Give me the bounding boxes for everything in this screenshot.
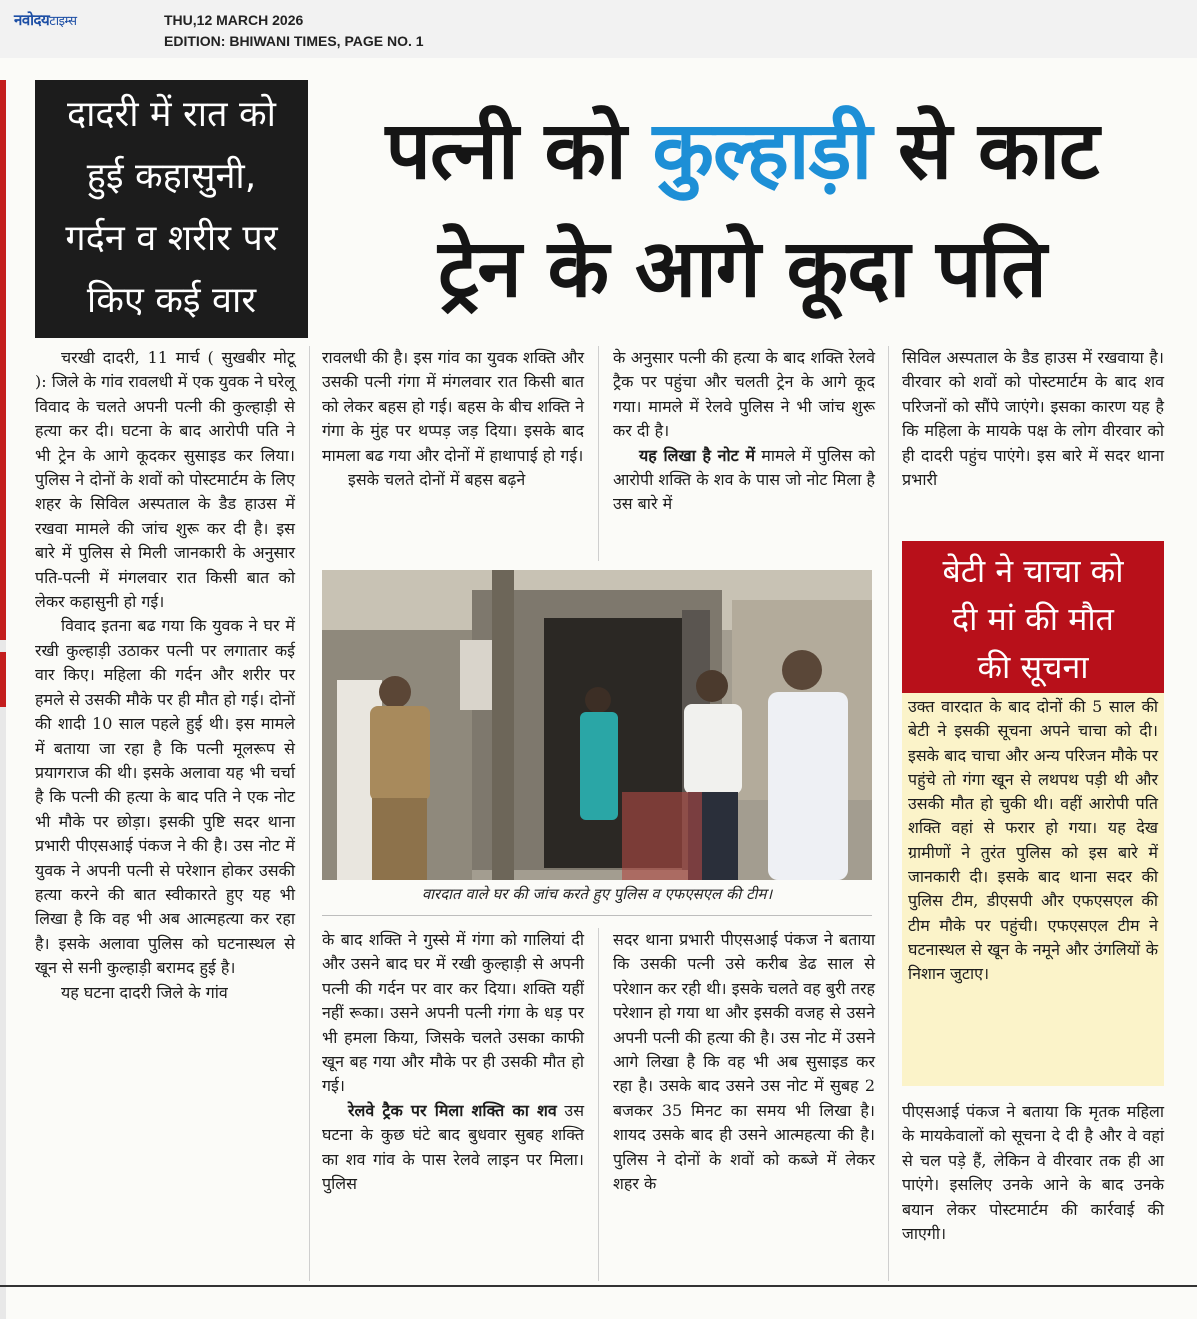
article-column-3-bottom [613, 928, 875, 1196]
news-photo[interactable] [322, 570, 872, 880]
col2b-subheading: रेलवे ट्रैक पर मिला शक्ति का शव [348, 1100, 557, 1120]
article-column-2-bottom [322, 928, 584, 1196]
logo-sub-text: टाइम्स [49, 14, 77, 29]
col3b-paragraph-1: सदर थाना प्रभारी पीएसआई पंकज ने बताया कि उसकी पत्नी उसे करीब डेढ साल से परेशान कर रही थी। इसके चलते वह बुरी तरह परेशान हो गया था और इसकी वजह से उसने अपनी पत्नी की हत्या की है। उस नोट में उसने आगे लिखा है कि वह भी अब सुसाइड कर रहा है। उसके बाद उसने उस नोट में सुबह 2 बजकर 35 मिनट का समय भी लिखा है। शायद उसके बाद ही उसने आत्महत्या की है। पुलिस ने दोनों के शवों को कब्जे में लेकर शहर के [613, 930, 875, 1194]
col4b-paragraph-1: पीएसआई पंकज ने बताया कि मृतक महिला के मायकेवालों को सूचना दे दी है और वे वहां से चल पड़े हैं, लेकिन वे वीरवार तक ही आ पाएंगे। इसलिए उनके आने के बाद उनके बयान लेकर पोस्टमार्टम की कार्रवाई की जाएगी। [902, 1102, 1164, 1244]
column-rule-2a [598, 346, 599, 561]
newspaper-logo[interactable] [14, 10, 77, 30]
article-column-2-top [322, 346, 584, 492]
column-rule-1 [309, 346, 310, 1281]
headline-line-2: ट्रेन के आगे कूदा पति [438, 222, 1046, 315]
col3-paragraph-2 [613, 444, 875, 517]
redbox-line-2: दी मां की मौत [952, 600, 1114, 638]
caption-rule [322, 915, 872, 916]
headline-accent: कुल्हाड़ी [652, 104, 872, 197]
redbox-line-3: की सूचना [977, 648, 1089, 686]
headline-line-1 [318, 92, 1166, 210]
col2b-paragraph-2 [322, 1099, 584, 1197]
adjacent-article-fragment [1170, 70, 1197, 1310]
col2b-paragraph-2-text: उस घटना के कुछ घंटे बाद बुधवार सुबह शक्ति का शव गांव के पास रेलवे लाइन पर मिला। पुलिस [322, 1100, 585, 1194]
col2b-paragraph-1: के बाद शक्ति ने गुस्से में गंगा को गालियां दी और उसने बाद घर में रखी कुल्हाड़ी से अपनी पत्नी की गर्दन पर वार कर दिया। शक्ति यहीं नहीं रूका। उसने अपनी पत्नी गंगा के धड़ पर भी हमला किया, जिसके चलते उसका काफी खून बह गया और मौके पर ही उसकी मौत हो गई। [322, 930, 584, 1096]
col1-paragraph-3: यह घटना दादरी जिले के गांव [61, 982, 228, 1002]
edition-meta [164, 10, 424, 52]
col3-subheading: यह लिखा है नोट में [639, 445, 756, 465]
sidebar-headline-box [35, 80, 308, 338]
photo-caption: वारदात वाले घर की जांच करते हुए पुलिस व एफएसएल की टीम। [421, 885, 773, 903]
sidebox-line-3: गर्दन व शरीर पर [65, 218, 278, 259]
article-column-3-top [613, 346, 875, 517]
issue-date: THU,12 MARCH 2026 [164, 12, 304, 28]
sidebox-line-4: किए कई वार [86, 280, 257, 321]
logo-main-text: नवोदय [14, 11, 50, 29]
col3-paragraph-2-text: मामले में पुलिस को आरोपी शक्ति के शव के पास जो नोट मिला है उस बारे में [613, 445, 875, 514]
yellowbox-paragraph: उक्त वारदात के बाद दोनों की 5 साल की बेटी ने इसकी सूचना अपने चाचा को दी। इसके बाद चाचा और अन्य परिजन मौके पर पहुंचे तो गंगा खून से लथपथ पड़ी थी और उसकी मौत हो चुकी थी। वहीं आरोपी पति शक्ति वहां से फरार हो गया। यह देख ग्रामीणों ने तुरंत पुलिस को इस बारे में जानकारी दी। इसके बाद थाना सदर की पुलिस टीम, डीएसपी और एफएसएल की टीम मौके पर पहुंची। एफएसएल टीम ने घटनास्थल से खून के नमूने और उंगलियों के निशान जुटाए। [908, 697, 1158, 984]
edition-info: EDITION: BHIWANI TIMES, PAGE NO. 1 [164, 33, 424, 49]
bottom-divider [0, 1285, 1197, 1287]
col2-paragraph-1: रावलधी की है। इस गांव का युवक शक्ति और उसकी पत्नी गंगा में मंगलवार रात किसी बात को लेकर बहस हो गई। बहस के बीच शक्ति ने गंगा के मुंह पर थप्पड़ जड़ दिया। इसके बाद मामला बढ गया और दोनों में हाथापाई हो गई। [322, 348, 584, 465]
main-headline [318, 92, 1166, 328]
col4-paragraph-1: सिविल अस्पताल के डैड हाउस में रखवाया है। वीरवार को शवों को पोस्टमार्टम के बाद शव परिजनों को सौंपे जाएंगे। इसका कारण यह है कि महिला के मायके पक्ष के लोग वीरवार को ही दादरी पहुंच पाएंगे। इस बारे में सदर थाना प्रभारी [902, 348, 1164, 490]
sidebox-line-1: दादरी में रात को [66, 94, 276, 135]
police-inspection-illustration [322, 570, 872, 880]
subheadline-red-box [902, 541, 1164, 693]
headline-part-1: पत्नी को [385, 104, 653, 197]
left-edge-red-strip-2 [0, 652, 6, 707]
article-column-4-bottom [902, 1100, 1164, 1246]
redbox-line-1: बेटी ने चाचा को [942, 552, 1124, 590]
column-rule-2b [598, 928, 599, 1281]
sidebox-line-2: हुई कहासुनी, [86, 156, 257, 197]
col2-paragraph-2: इसके चलते दोनों में बहस बढ़ने [348, 470, 526, 490]
col1-paragraph-2: विवाद इतना बढ गया कि युवक ने घर में रखी कुल्हाड़ी उठाकर पत्नी पर लगातार कई वार किए। महिला की गर्दन और शरीर पर हमले से उसकी मौके पर ही मौत हो गई। दोनों की शादी 10 साल पहले हुई थी। इस मामले में बताया जा रहा है कि पत्नी मूलरूप से प्रयागराज की थी। इसके अलावा यह भी चर्चा है कि पत्नी की हत्या के बाद पति ने एक नोट भी मौके पर छोड़ा। इसकी पुष्टि सदर थाना प्रभारी पीएसआई पंकज ने की है। उस नोट में युवक ने अपनी पत्नी से परेशान होकर उसकी हत्या करने की बात स्वीकारते हुए यह भी लिखा है कि वह भी अब आत्महत्या कर रहा है। इसके अलावा पुलिस को घटनास्थल से खून से सनी कुल्हाड़ी बरामद हुई है। [35, 616, 295, 978]
article-column-4-top [902, 346, 1164, 492]
col1-paragraph-1: चरखी दादरी, 11 मार्च ( सुखबीर मोटू ): जिले के गांव रावलधी में एक युवक ने घरेलू विवाद के चलते अपनी पत्नी की कुल्हाड़ी से हत्या कर दी। घटना के बाद आरोपी पति ने भी ट्रेन के आगे कूदकर सुसाइड कर लिया। पुलिस ने दोनों के शवों को पोस्टमार्टम के लिए शहर के सिविल अस्पताल के डैड हाउस में रखवा मामले की जांच शुरू कर दी है। इस बारे में पुलिस से मिली जानकारी के अनुसार पति-पत्नी में मंगलवार रात किसी बात को लेकर कहासुनी हो गई। [35, 348, 295, 612]
top-bar [0, 0, 1197, 59]
left-edge-red-strip [0, 80, 6, 640]
headline-part-2: से काट [871, 104, 1099, 197]
column-rule-3 [888, 346, 889, 1281]
col3-paragraph-1: के अनुसार पत्नी की हत्या के बाद शक्ति रेलवे ट्रैक पर पहुंचा और चलती ट्रेन के आगे कूद गया। मामले में रेलवे पुलिस ने भी जांच शुरू कर दी है। [613, 348, 875, 441]
highlight-yellow-box [902, 693, 1164, 1086]
article-column-1 [35, 346, 295, 1005]
